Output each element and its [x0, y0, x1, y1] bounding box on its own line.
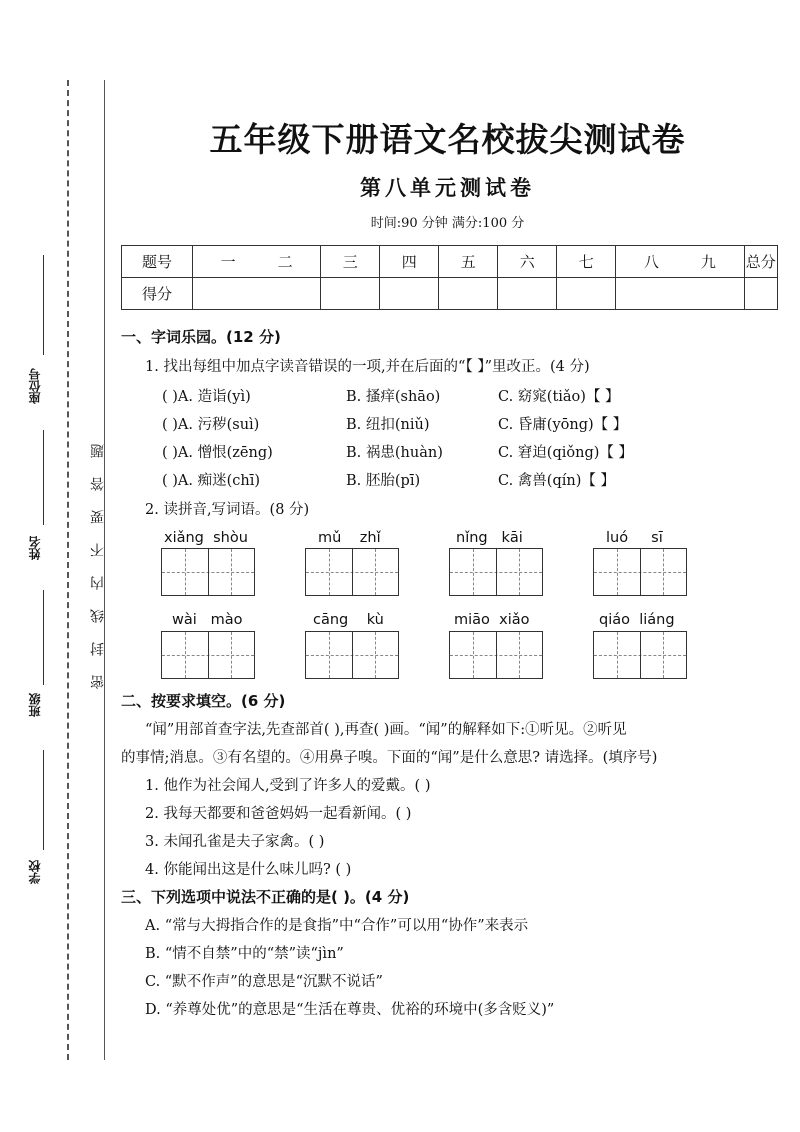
- margin-solid-line-bottom: [104, 1035, 105, 1060]
- tianzige-box[interactable]: [593, 631, 687, 679]
- score-col-1-2: 一 二: [193, 246, 321, 278]
- section3-option-c: C. “默不作声”的意思是“沉默不说话”: [145, 974, 383, 990]
- section2-heading: 二、按要求填空。(6 分): [121, 692, 286, 710]
- pinyin-label: cāng kù: [313, 612, 384, 628]
- section2-para2: 的事情;消息。③有名望的。④用鼻子嗅。下面的“闻”是什么意思? 请选择。(填序号): [121, 750, 658, 766]
- q1-row2-c: C. 昏庸(yōng)【 】: [498, 417, 628, 433]
- pinyin-label: nǐng kāi: [456, 530, 523, 546]
- school-label: 学校: [28, 860, 42, 884]
- section2-item-4: 4. 你能闻出这是什么味儿吗? ( ): [145, 862, 352, 878]
- q1-row3-c: C. 窘迫(qiǒng)【 】: [498, 445, 633, 461]
- score-table: [121, 245, 778, 310]
- score-cell[interactable]: [498, 278, 557, 310]
- tianzige-box[interactable]: [305, 548, 399, 596]
- q1-row2-a: ( )A. 污秽(suì): [162, 417, 260, 433]
- seat-number-blank: [43, 255, 44, 355]
- q1-stem: 1. 找出每组中加点字读音错误的一项,并在后面的“【 】”里改正。(4 分): [145, 359, 590, 375]
- pinyin-label: xiǎng shòu: [164, 530, 248, 546]
- score-cell[interactable]: [616, 278, 744, 310]
- score-cell[interactable]: [439, 278, 498, 310]
- score-label: 得分: [122, 278, 193, 310]
- name-blank: [43, 430, 44, 525]
- score-cell[interactable]: [193, 278, 321, 310]
- section3-option-b: B. “情不自禁”中的“禁”读“jìn”: [145, 946, 344, 962]
- section1-heading: 一、字词乐园。(12 分): [121, 328, 281, 346]
- pinyin-label: qiáo liáng: [599, 612, 675, 628]
- seat-number-label: 座位号: [28, 368, 42, 404]
- section2-item-2: 2. 我每天都要和爸爸妈妈一起看新闻。( ): [145, 806, 412, 822]
- section3-heading: 三、下列选项中说法不正确的是( )。(4 分): [121, 888, 410, 906]
- pinyin-label: luó sī: [606, 530, 663, 546]
- q2-stem: 2. 读拼音,写词语。(8 分): [145, 502, 310, 518]
- name-label: 姓名: [28, 536, 42, 560]
- score-cell[interactable]: [557, 278, 616, 310]
- q1-row1-a: ( )A. 造诣(yì): [162, 389, 251, 405]
- tianzige-box[interactable]: [449, 548, 543, 596]
- school-blank: [43, 750, 44, 850]
- tianzige-box[interactable]: [593, 548, 687, 596]
- q1-row3-a: ( )A. 憎恨(zēng): [162, 445, 273, 461]
- q1-row4-c: C. 禽兽(qín)【 】: [498, 473, 615, 489]
- score-cell[interactable]: [380, 278, 439, 310]
- q1-row1-c: C. 窈窕(tiǎo)【 】: [498, 389, 620, 405]
- tianzige-box[interactable]: [161, 631, 255, 679]
- score-col-5: 五: [439, 246, 498, 278]
- score-col-8-9: 八 九: [616, 246, 744, 278]
- score-col-6: 六: [498, 246, 557, 278]
- score-col-3: 三: [321, 246, 380, 278]
- seal-notice: 密封线内不要答题: [90, 425, 106, 689]
- q1-row4-b: B. 胚胎(pī): [346, 473, 421, 489]
- class-label: 班级: [28, 693, 42, 717]
- q1-row1-b: B. 搔痒(shāo): [346, 389, 441, 405]
- question-number-label: 题号: [122, 246, 193, 278]
- score-col-7: 七: [557, 246, 616, 278]
- tianzige-box[interactable]: [305, 631, 399, 679]
- page-subtitle: 第八单元测试卷: [360, 175, 535, 200]
- page-title: 五年级下册语文名校拔尖测试卷: [209, 120, 686, 159]
- score-cell[interactable]: [321, 278, 380, 310]
- pinyin-label: miāo xiǎo: [454, 612, 530, 628]
- q1-row3-b: B. 祸患(huàn): [346, 445, 443, 461]
- tianzige-box[interactable]: [161, 548, 255, 596]
- q1-row2-b: B. 纽扣(niǔ): [346, 417, 430, 433]
- score-col-4: 四: [380, 246, 439, 278]
- section2-para1: “闻”用部首查字法,先查部首( ),再查( )画。“闻”的解释如下:①听见。②听见: [145, 722, 627, 738]
- section2-item-1: 1. 他作为社会闻人,受到了许多人的爱戴。( ): [145, 778, 431, 794]
- tianzige-box[interactable]: [449, 631, 543, 679]
- score-cell[interactable]: [744, 278, 777, 310]
- class-blank: [43, 590, 44, 685]
- score-col-total: 总分: [744, 246, 777, 278]
- q1-row4-a: ( )A. 痴迷(chī): [162, 473, 261, 489]
- pinyin-label: mǔ zhǐ: [318, 530, 381, 546]
- pinyin-label: wài mào: [172, 612, 243, 628]
- exam-meta: 时间:90 分钟 满分:100 分: [370, 216, 525, 231]
- section3-option-d: D. “养尊处优”的意思是“生活在尊贵、优裕的环境中(多含贬义)”: [145, 1002, 555, 1018]
- fold-dashed-line: [67, 80, 69, 1060]
- section2-item-3: 3. 未闻孔雀是夫子家禽。( ): [145, 834, 325, 850]
- section3-option-a: A. “常与大拇指合作的是食指”中“合作”可以用“协作”来表示: [145, 918, 529, 934]
